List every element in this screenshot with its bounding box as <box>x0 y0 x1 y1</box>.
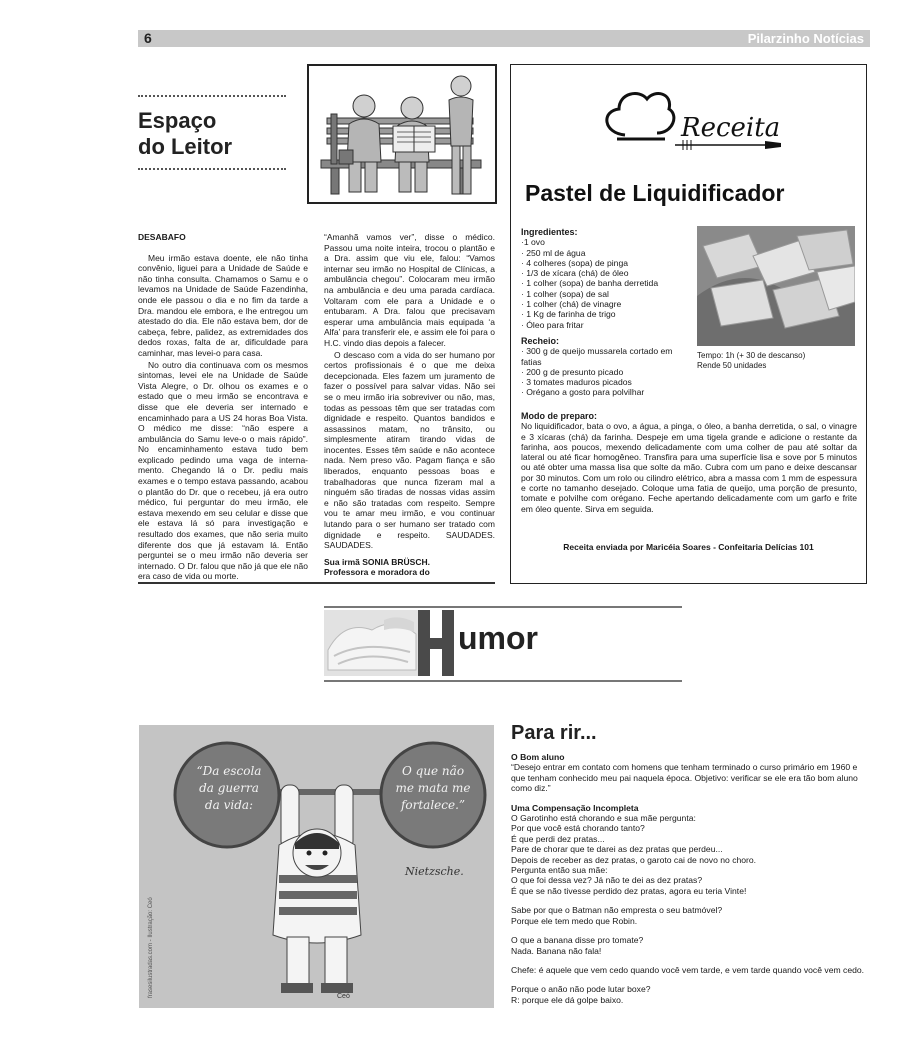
humor-title: umor <box>458 620 538 656</box>
para-rir-title: Para rir... <box>511 722 597 744</box>
cartoon-side-credit: frasesilustradas.com - Ilustração: Ceó <box>148 897 154 998</box>
page-number: 6 <box>144 30 152 46</box>
section-rule <box>138 582 495 584</box>
recipe-logo <box>595 85 795 155</box>
joke-line: R: porque ele dá golpe baixo. <box>511 994 624 1005</box>
jokes-list <box>511 752 867 1005</box>
joke-line: Pare de chorar que te darei as dez pratas que perdeu... <box>511 844 723 855</box>
joke-line: Sabe por que o Batman não empresta o seu batmóvel? <box>511 905 723 916</box>
method-section <box>521 411 857 514</box>
weightlifter-cartoon <box>139 725 494 1008</box>
letter-paragraph: “Amanhã vamos ver”, disse o médico. Passou uma noite inteira, trocou o plantão e a Dra. assim que viu ele, falou: “Vamos internar seu irmão no Hospital de Clínicas, a ambulância chegou”. Colocaram meu irmão na ambulância e deu uma parada cardíaca. Voltaram com ele para a Unidade e o entubaram. A Dra. falou que precisavam esperar uma ambulância mais equipada ‘a Alfa’ para transferir ele, e assim ele foi para o H.C. vindo dias depois a falecer. <box>324 232 495 348</box>
joke-line: Porque o anão não pode lutar boxe? <box>511 984 651 995</box>
recipe-title: Pastel de Liquidificador <box>525 180 785 206</box>
ingredient-item: · 1 colher (sopa) de banha derretida <box>521 278 659 289</box>
ingredient-item: · 1 Kg de farinha de trigo <box>521 309 616 320</box>
signature-line2: Professora e moradora do <box>324 567 430 578</box>
letter-heading: DESABAFO <box>138 232 186 242</box>
letter-paragraph: O descaso com a vida do ser humano por certos profissionais é o que me deixa decepcionada. Eles fazem um juramento de fazer o possível para salvar vidas. Não sei se o meu irmão iria sobreviver ou não, mas, todas as pessoas têm que ser tratadas com dignidade e respeito. Quantos bandidos e assassinos matam, no trânsito, ou simplesmente atiram tirando vidas de inocentes. Esses têm saúde e não acontece nada. Nem preso vão. Pagam fiança e são liberados, enquanto pessoas boas e trabalhadoras que nunca fizeram mal a ninguém são tiradas de nossas vidas assim e não são tratadas com respeito. Sempre vou te amar meu irmão, e vou continuar lutando para o ser humano ser tratado com dignidade e respeito. SAUDADES. SAUDADES. <box>324 349 495 551</box>
joke-line: O que a banana disse pro tomate? <box>511 935 644 946</box>
ingredient-item: · Óleo para fritar <box>521 319 584 330</box>
joke-line: O Garotinho está chorando e sua mãe pergunta: <box>511 813 696 824</box>
joke-line: Pergunta então sua mãe: <box>511 865 608 876</box>
ingredient-item: · 4 colheres (sopa) de pinga <box>521 257 629 268</box>
recipe-box <box>510 64 867 584</box>
filling-item: fatias <box>521 356 542 367</box>
dotted-divider <box>138 95 286 97</box>
quote-line: da guerra <box>199 781 259 795</box>
recipe-yield: Rende 50 unidades <box>697 361 767 370</box>
letter-paragraph: No outro dia continuava com os mesmos sintomas, levei ele na Unidade de Saúde Vista Alegre, o Dr. olhou os exames e o estado que o meu irmão se encontrava e disse que ele deveria ser internado e encaminhado para a US 24 horas Boa Vista. O médico me disse: “não espere a ambulância do Samu leve-o o mais rápido”. No encaminhamento estava tudo bem explicado pedindo uma vaga de interna-mento. Chegando lá o Dr. pediu mais exames e o tempo estava passando, acabou o plantão do Dr. que o recebeu, já era outro médico, fui perguntar do meu irmão, ele estava mexendo em seu celular e disse que ele estava lá só para investigação e resultado dos exames, que não seria muito diferente dos que já estavam lá. Então perguntei se o meu irmão não deveria ser internado. O Dr. falou que não já que ele não era caso de vida ou morte. <box>138 359 308 582</box>
ingredients-heading: Ingredientes: <box>521 227 578 237</box>
method-text: No liquidificador, bata o ovo, a água, a pinga, o óleo, a banha derretida, o sal, o vinagre e 3 xícaras (chá) da farinha. Despeje em uma tigela grande e adicione o restante da farinha, aos poucos, mexendo delicadamente com uma colher de pau até soltar da lateral ou até ficar homogêneo. Transfira para uma superfície lisa e sove por 5 minutos ou até obter uma massa lisa que solte da mão. Cubra com um pano e deixe descansar por 30 minutos. Com um rolo ou cilindro elétrico, abra a massa com 1 mm de espessura e corte no tamanho desejado. Coloque uma fatia de queijo, uma porção de presunto, tomate e polvilhe com orégano. Feche apertando delicadamente com um garfo e frite em óleo quente. Sirva em seguida. <box>521 421 857 514</box>
quote-line: fortalece.” <box>400 798 466 812</box>
filling-item: · Orégano a gosto para polvilhar <box>521 387 645 398</box>
letter-column-1 <box>138 232 308 583</box>
left-quote <box>179 763 279 814</box>
joke-line: Depois de receber as dez pratas, o garoto cai de novo no choro. <box>511 854 757 865</box>
ingredient-item: · 1/3 de xícara (chá) de óleo <box>521 268 629 279</box>
letter-paragraph: Meu irmão estava doente, ele não tinha convênio, liguei para a Unidade de Saúde e não tinha consulta. Chamamos o Samu e o levamos na Unidade de Saúde Fazendinha, onde ele passou o dia e no fim da tarde a Dra. mandou ele embora, e lhe entregou um atestado do dia. Ele não estava bem, dor de cabeça, febre, palidez, as extremidades dos dedos roxas, falta de ar, dificuldade para caminhar, mas levei-o para casa. <box>138 252 308 358</box>
laundry-photo <box>324 610 420 676</box>
quote-line: da vida: <box>204 798 254 812</box>
ingredient-item: ·1 ovo <box>521 237 545 248</box>
recipe-credit: Receita enviada por Maricéia Soares - Confeitaria Delícias 101 <box>563 542 814 552</box>
quote-line: me mata me <box>395 781 471 795</box>
recipe-time-yield <box>697 351 805 371</box>
section-title-line1: Espaço <box>138 108 217 133</box>
joke-line: Por que você está chorando tanto? <box>511 823 645 834</box>
humor-rule-bottom <box>324 680 682 682</box>
humor-h-letter <box>416 608 456 678</box>
quote-author: Nietzsche. <box>405 865 464 878</box>
filling-heading: Recheio: <box>521 335 560 346</box>
letter-signature <box>324 557 495 578</box>
signature-line1: Sua irmã SONIA BRÜSCH. <box>324 556 430 567</box>
filling-item: · 200 g de presunto picado <box>521 366 624 377</box>
joke-line: Porque ele tem medo que Robin. <box>511 915 638 926</box>
filling-item: · 300 g de queijo mussarela cortado em <box>521 346 673 357</box>
artist-signature: Ceó <box>337 993 350 1000</box>
joke-title: O Bom aluno <box>511 752 565 762</box>
right-quote <box>383 763 483 814</box>
publication-name: Pilarzinho Notícias <box>747 31 864 46</box>
joke-line: Nada. Banana não fala! <box>511 945 602 956</box>
filling-item: · 3 tomates maduros picados <box>521 377 632 388</box>
letter-column-2 <box>324 232 495 579</box>
ingredient-item: · 1 colher (chá) de vinagre <box>521 299 622 310</box>
joke-line: É que perdi dez pratas... <box>511 833 605 844</box>
section-title <box>138 108 232 160</box>
joke-text: “Desejo entrar em contato com homens que tenham terminado o curso primário em 1960 e que tenham conhecido meu pai naquela época. Objetivo: verificar se ele era tão bom aluno como diz.” <box>511 762 858 794</box>
dotted-divider <box>138 168 286 170</box>
ingredients-list <box>521 227 696 398</box>
ingredient-item: · 250 ml de água <box>521 247 586 258</box>
humor-rule-top <box>324 606 682 608</box>
joke-text: Chefe: é aquele que vem cedo quando você vem tarde, e vem tarde quando você vem cedo. <box>511 964 865 975</box>
bench-illustration <box>307 64 497 204</box>
recipe-logo-text: Receita <box>681 113 781 143</box>
joke-line: O que foi dessa vez? Já não te dei as dez pratas? <box>511 875 703 886</box>
joke-line: É que se não tivesse perdido dez pratas, agora eu teria Vinte! <box>511 885 747 896</box>
quote-line: “Da escola <box>196 764 262 778</box>
recipe-time: Tempo: 1h (+ 30 de descanso) <box>697 351 806 360</box>
pastel-photo <box>697 226 855 346</box>
section-title-line2: do Leitor <box>138 134 233 159</box>
joke-title: Uma Compensação Incompleta <box>511 802 639 813</box>
method-heading: Modo de preparo: <box>521 411 597 421</box>
quote-line: O que não <box>401 764 465 778</box>
ingredient-item: · 1 colher (sopa) de sal <box>521 288 609 299</box>
